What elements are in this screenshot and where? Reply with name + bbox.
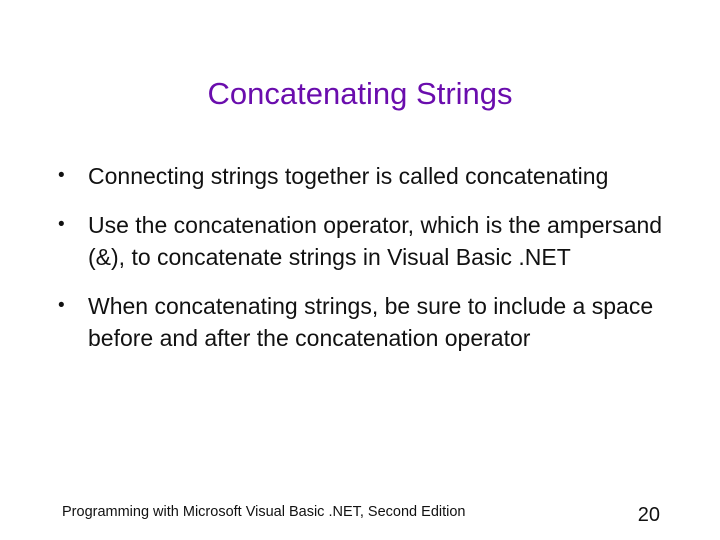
bullet-dot-icon: • (58, 214, 65, 235)
bullet-item (58, 290, 668, 354)
bullet-list (58, 160, 668, 354)
bullet-dot-icon: • (58, 295, 65, 316)
bullet-item (58, 209, 668, 273)
footer-text: Programming with Microsoft Visual Basic .NET, Second Edition (62, 504, 466, 520)
slide-title: Concatenating Strings (207, 76, 513, 111)
bullet-text: When concatenating strings, be sure to include a space before and after the concatenation operator (88, 293, 654, 351)
bullet-text: Connecting strings together is called concatenating (88, 163, 609, 189)
bullet-dot-icon: • (58, 165, 65, 186)
bullet-item (58, 160, 668, 192)
bullet-text: Use the concatenation operator, which is the ampersand (&), to concatenate strings in Visual Basic .NET (88, 212, 663, 270)
page-number: 20 (637, 504, 660, 526)
